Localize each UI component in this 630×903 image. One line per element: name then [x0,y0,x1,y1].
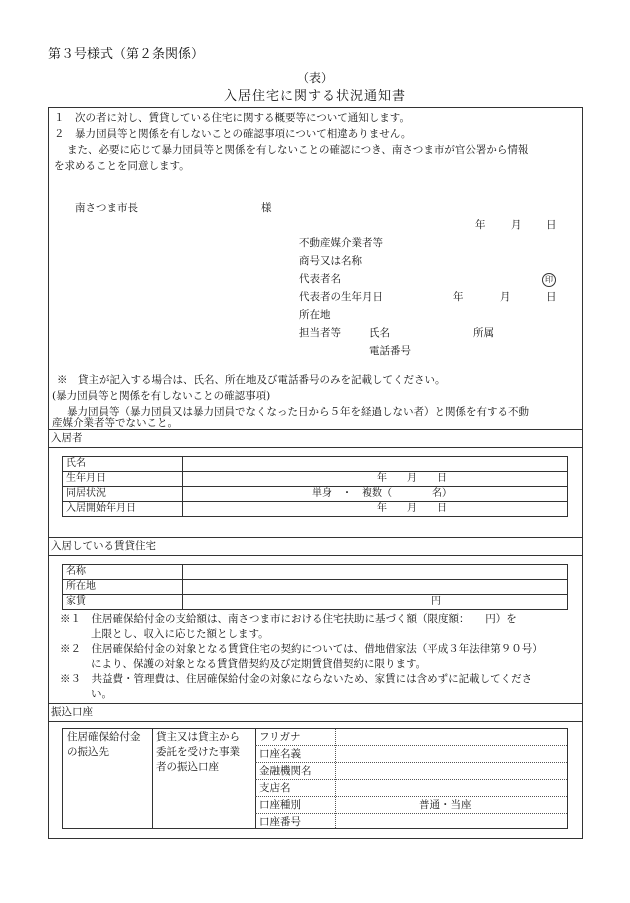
consent-line-1: また、必要に応じて暴力団員等と関係を有しないことの確認につき、南さつま市が官公署から情報 [67,144,529,156]
housing-label-name: 名称 [63,565,183,580]
birth-day: 日 [546,291,557,303]
agent-trade-name[interactable]: 商号又は名称 [299,255,362,267]
date-year[interactable]: 年 [475,219,486,231]
rental-housing-section [48,538,583,704]
seal-mark: 印 [542,273,556,287]
bank-owner-label-a: 貸主又は貸主から [156,731,240,743]
seal-icon [542,272,556,287]
housing-value-rent[interactable]: 円 [183,595,568,610]
housing-table [62,564,568,610]
confirm-line-1: 暴力団員等（暴力団員又は暴力団員でなくなった日から５年を経過しない者）と関係を有する不動 [67,406,529,418]
tenant-label-household: 同居状況 [63,487,183,502]
divider [49,555,582,556]
tenant-section-title: 入居者 [51,432,83,444]
housing-label-address: 所在地 [63,580,183,595]
housing-value-name[interactable] [183,565,568,580]
tenant-label-move-in: 入居開始年月日 [63,502,183,517]
housing-note-2a: ※２ 住居確保給付金の対象となる賃貸住宅の契約については、借地借家法（平成３年法律第９０号） [60,643,543,655]
table-row [63,487,568,502]
agent-staff: 担当者等 [299,327,341,339]
housing-note-1b: 上限とし、収入に応じた額とします。 [91,628,269,640]
table-row [63,595,568,610]
bank-account-box [62,728,568,829]
tenant-value-birth[interactable]: 年 月 日 [183,472,568,487]
birth-year: 年 [453,291,464,303]
form-number: 第３号様式（第２条関係） [48,47,205,62]
table-row [63,580,568,595]
table-row [63,472,568,487]
divider [255,762,567,763]
agent-rep-birth[interactable]: 代表者の生年月日 [299,291,383,303]
tenant-section [48,430,583,538]
tenant-label-name: 氏名 [63,457,183,472]
field-furigana: フリガナ [259,731,301,743]
tenant-value-move-in[interactable]: 年 月 日 [183,502,568,517]
housing-note-3a: ※３ 共益費・管理費は、住居確保給付金の対象にならないため、家賃には含めずに記載してくださ [60,673,533,685]
confirm-title: (暴力団員等と関係を有しないことの確認事項) [52,390,271,402]
field-account-holder: 口座名義 [259,748,301,760]
addressee-sama: 様 [261,202,272,214]
declaration-item-2: ２ 暴力団員等と関係を有しないことの確認事項について相違ありません。 [54,128,412,140]
staff-phone[interactable]: 電話番号 [369,345,411,357]
tenant-value-household[interactable]: 単身 ・ 複数（ 名） [183,487,568,502]
declaration-item-1: １ 次の者に対し、賃貸している住宅に関する概要等について通知します。 [54,112,410,124]
bank-owner-label-c: 者の振込口座 [156,761,219,773]
field-account-number: 口座番号 [259,816,301,828]
housing-note-2b: により、保護の対象となる賃貸借契約及び定期賃貸借契約に限ります。 [91,658,427,670]
bank-destination-label-b: の振込先 [67,746,109,758]
declaration-section [48,107,583,430]
agent-label: 不動産媒介業者等 [299,237,383,249]
table-row [63,502,568,517]
housing-note-3b: い。 [91,688,112,700]
field-account-type: 口座種別 [259,799,301,811]
consent-line-2: を求めることを同意します。 [54,160,190,172]
tenant-table [62,456,568,517]
confirm-line-2: 産媒介業者等でないこと。 [52,417,178,429]
bank-owner-label-b: 委託を受けた事業 [156,746,240,758]
divider [49,721,582,722]
bank-destination-label-a: 住居確保給付金 [67,731,141,743]
housing-label-rent: 家賃 [63,595,183,610]
addressee-mayor: 南さつま市長 [75,202,138,214]
staff-dept[interactable]: 所属 [473,327,494,339]
divider [152,729,153,828]
landlord-notice: ※ 貸主が記入する場合は、氏名、所在地及び電話番号のみを記載してください。 [57,374,446,386]
staff-name[interactable]: 氏名 [369,327,390,339]
divider [255,745,567,746]
table-row [63,457,568,472]
date-month[interactable]: 月 [511,219,522,231]
date-day[interactable]: 日 [546,219,557,231]
tenant-value-name[interactable] [183,457,568,472]
divider [49,447,582,448]
housing-value-address[interactable] [183,580,568,595]
account-type-value[interactable]: 普通・当座 [419,799,472,811]
housing-note-1a: ※１ 住居確保給付金の支給額は、南さつま市における住宅扶助に基づく額（限度額： 円）を [60,613,517,625]
agent-address[interactable]: 所在地 [299,309,331,321]
divider [255,796,567,797]
field-bank-name: 金融機関名 [259,765,312,777]
page-side-label: （表） [296,71,333,85]
field-branch: 支店名 [259,782,291,794]
table-row [63,565,568,580]
document-title: 入居住宅に関する状況通知書 [223,89,406,104]
agent-representative[interactable]: 代表者名 [299,273,341,285]
divider [255,813,567,814]
housing-section-title: 入居している賃貸住宅 [51,540,156,552]
bank-account-section [48,704,583,839]
tenant-label-birth: 生年月日 [63,472,183,487]
birth-month: 月 [500,291,511,303]
bank-section-title: 振込口座 [51,706,93,718]
